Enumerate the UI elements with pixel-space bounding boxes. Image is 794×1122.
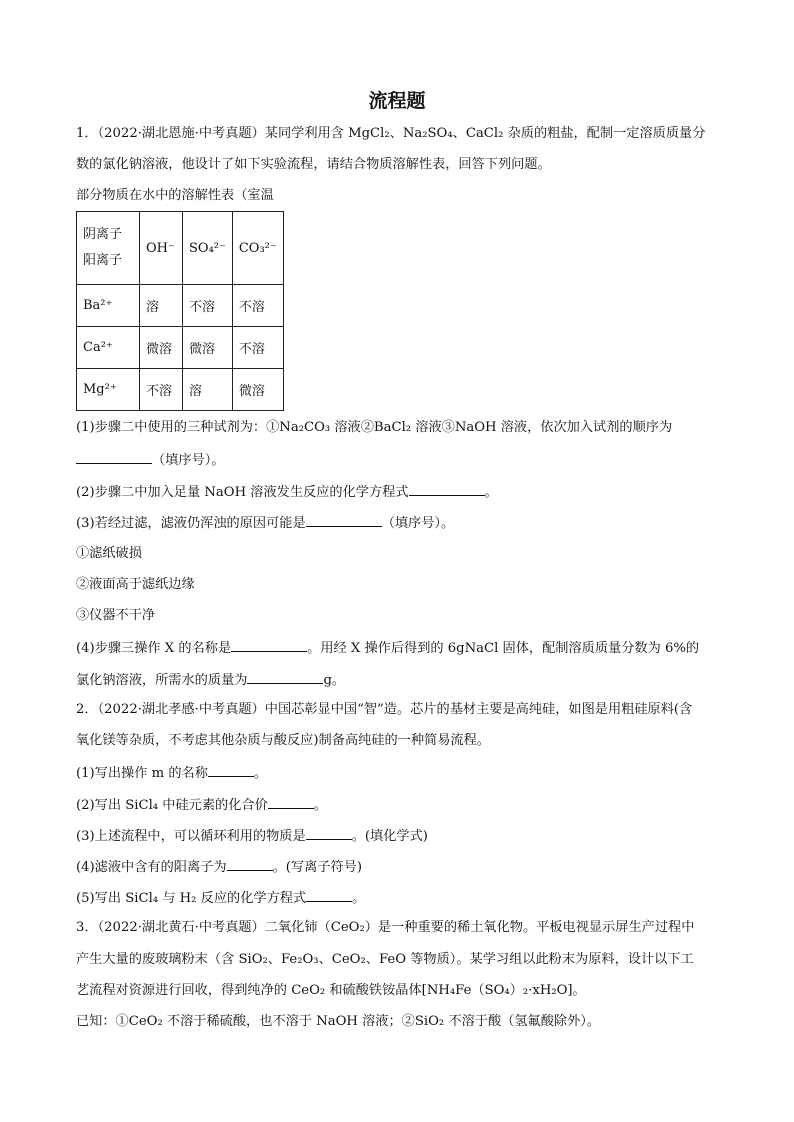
q2-part1 — [76, 763, 726, 783]
q1-part1-suffix: （填序号）。 — [152, 453, 225, 468]
answer-blank[interactable] — [306, 888, 352, 902]
q3-stem-line-2: 产生大量的废玻璃粉末（含 SiO₂、Fe₂O₃、CeO₂、FeO 等物质）。某学习组以此粉末为原料，设计以下工 — [76, 952, 694, 967]
q2-part1-text: (1)写出操作 m 的名称 — [76, 766, 208, 781]
answer-blank[interactable] — [76, 450, 152, 464]
q2-part5 — [76, 888, 726, 908]
q1-part1-line-2 — [76, 450, 726, 470]
q3-stem-line-3: 艺流程对资源进行回收，得到纯净的 CeO₂ 和硫酸铁铵晶体[NH₄Fe（SO₄）₂·xH₂O]。 — [76, 983, 586, 998]
q1-part2 — [76, 482, 726, 502]
q2-part2-text: (2)写出 SiCl₄ 中硅元素的化合价 — [76, 798, 268, 813]
q1-table-caption: 部分物质在水中的溶解性表（室温 — [76, 188, 274, 203]
q2-part4-suffix: 。(写离子符号) — [272, 860, 362, 875]
answer-blank[interactable] — [409, 482, 485, 496]
q2-part2 — [76, 795, 726, 815]
answer-blank[interactable] — [306, 826, 352, 840]
table-row — [77, 369, 284, 411]
answer-blank[interactable] — [268, 795, 314, 809]
q1-part3 — [76, 513, 726, 533]
q2-stem-line-1: 2．（2022·湖北孝感·中考真题）中国芯彰显中国“智”造。芯片的基材主要是高纯硅，如图是用粗硅原料(含 — [76, 702, 693, 717]
q1-part4-text: (4)步骤三操作 X 的名称是 — [76, 641, 232, 656]
answer-blank[interactable] — [231, 638, 307, 652]
q1-part3-suffix: （填序号）。 — [381, 516, 455, 531]
cation-header: 阳离子 — [83, 253, 123, 268]
answer-blank[interactable] — [227, 857, 273, 871]
q1-part4-line-1 — [76, 638, 726, 658]
q2-part3-text: (3)上述流程中，可以循环利用的物质是 — [76, 829, 306, 844]
table-header-oh: OH⁻ — [140, 212, 183, 285]
table-cell: 溶 — [140, 285, 183, 327]
q1-part4-text-3: 氯化钠溶液，所需水的质量为 — [76, 673, 248, 688]
q1-part2-suffix: 。 — [484, 485, 498, 500]
q2-part4 — [76, 857, 726, 877]
table-header-row — [77, 212, 284, 285]
table-cell: 溶 — [183, 369, 233, 411]
q2-part1-suffix: 。 — [253, 766, 268, 781]
table-cell: 微溶 — [232, 369, 283, 411]
table-cell-cation: Mg²⁺ — [77, 369, 140, 411]
table-header-so4: SO₄²⁻ — [183, 212, 233, 285]
q1-part4-text-2: 。用经 X 操作后得到的 6gNaCl 固体，配制溶质质量分数为 6%的 — [307, 641, 700, 656]
q2-part4-text: (4)滤液中含有的阳离子为 — [76, 860, 227, 875]
table-corner-cell — [77, 212, 140, 285]
answer-blank[interactable] — [247, 670, 323, 684]
table-cell: 不溶 — [232, 327, 283, 369]
q3-known-conditions: 已知：①CeO₂ 不溶于稀硫酸，也不溶于 NaOH 溶液；②SiO₂ 不溶于酸（氢氟酸除外）。 — [76, 1014, 601, 1029]
table-cell: 不溶 — [183, 285, 233, 327]
q3-stem-line-1: 3．（2022·湖北黄石·中考真题）二氧化铈（CeO₂）是一种重要的稀土氧化物。平板电视显示屏生产过程中 — [76, 920, 695, 935]
table-cell: 不溶 — [140, 369, 183, 411]
q2-part3 — [76, 826, 726, 846]
q1-stem-line-1: 1．（2022·湖北恩施·中考真题）某同学利用含 MgCl₂、Na₂SO₄、CaCl₂ 杂质的粗盐，配制一定溶质质量分 — [76, 126, 706, 141]
q1-part1-line-1: (1)步骤二中使用的三种试剂为：①Na₂CO₃ 溶液②BaCl₂ 溶液③NaOH 溶液，依次加入试剂的顺序为 — [76, 420, 673, 435]
solubility-table — [76, 211, 284, 411]
q2-part2-suffix: 。 — [313, 798, 327, 813]
q2-part3-suffix: 。(填化学式) — [351, 829, 428, 844]
q1-part2-text: (2)步骤二中加入足量 NaOH 溶液发生反应的化学方程式 — [76, 485, 409, 500]
answer-blank[interactable] — [208, 763, 254, 777]
answer-blank[interactable] — [306, 513, 382, 527]
table-header-co3: CO₃²⁻ — [232, 212, 283, 285]
q1-option-2: ②液面高于滤纸边缘 — [76, 577, 195, 592]
table-row — [77, 327, 284, 369]
table-cell: 不溶 — [232, 285, 283, 327]
anion-header: 阴离子 — [83, 227, 123, 242]
table-row — [77, 285, 284, 327]
q2-part5-text: (5)写出 SiCl₄ 与 H₂ 反应的化学方程式 — [76, 891, 307, 906]
q1-part4-line-2 — [76, 670, 726, 690]
q1-part4-suffix: g。 — [323, 673, 346, 688]
q1-option-1: ①滤纸破损 — [76, 546, 142, 561]
table-cell-cation: Ca²⁺ — [77, 327, 140, 369]
table-cell: 微溶 — [183, 327, 233, 369]
q2-stem-line-2: 氧化镁等杂质，不考虑其他杂质与酸反应)制备高纯硅的一种简易流程。 — [76, 733, 490, 748]
page-title: 流程题 — [368, 90, 426, 112]
q1-option-3: ③仪器不干净 — [76, 608, 156, 623]
q2-part5-suffix: 。 — [352, 891, 366, 906]
q1-part3-text: (3)若经过滤，滤液仍浑浊的原因可能是 — [76, 516, 306, 531]
table-cell: 微溶 — [140, 327, 183, 369]
table-cell-cation: Ba²⁺ — [77, 285, 140, 327]
q1-stem-line-2: 数的氯化钠溶液，他设计了如下实验流程，请结合物质溶解性表，回答下列问题。 — [76, 157, 551, 172]
